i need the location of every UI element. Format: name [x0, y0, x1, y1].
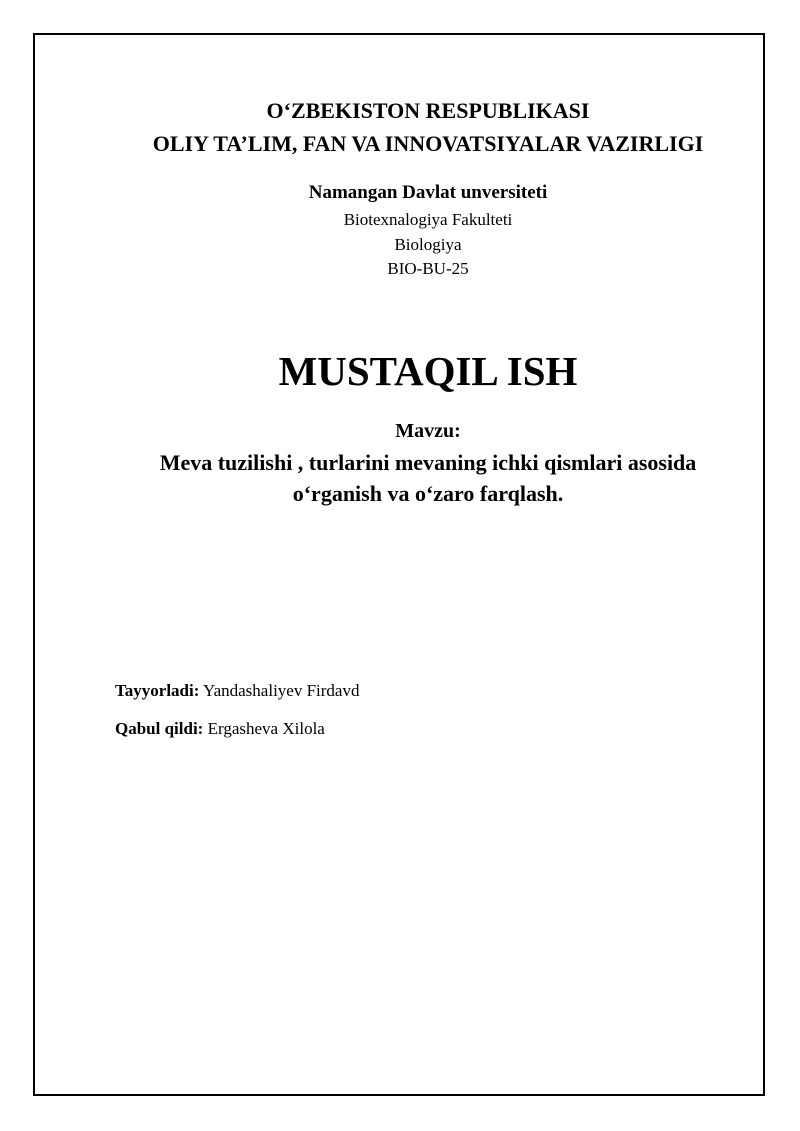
university-name: Namangan Davlat unversiteti [308, 182, 548, 203]
group-code: BIO-BU-25 [387, 259, 469, 278]
ministry-country-heading: O‘ZBEKISTON RESPUBLIKASI [266, 98, 590, 123]
author-label: Tayyorladi: [115, 681, 200, 700]
author-name: Yandashaliyev Firdavd [203, 681, 360, 700]
department-name: Biologiya [394, 235, 462, 254]
ministry-name-heading: OLIY TA’LIM, FAN VA INNOVATSIYALAR VAZIRLIGI [152, 131, 704, 156]
faculty-name: Biotexnalogiya Fakulteti [343, 210, 513, 229]
topic-line-1: Meva tuzilishi , turlarini mevaning ichki qismlari asosida [159, 450, 697, 475]
topic-label: Mavzu: [395, 420, 461, 442]
reviewer-label: Qabul qildi: [115, 719, 204, 738]
topic-line-2: o‘rganish va o‘zaro farqlash. [292, 481, 564, 506]
reviewer-name: Ergasheva Xilola [207, 719, 325, 738]
author-row [115, 681, 359, 701]
reviewer-row [115, 719, 325, 739]
document-title: MUSTAQIL ISH [278, 348, 578, 394]
